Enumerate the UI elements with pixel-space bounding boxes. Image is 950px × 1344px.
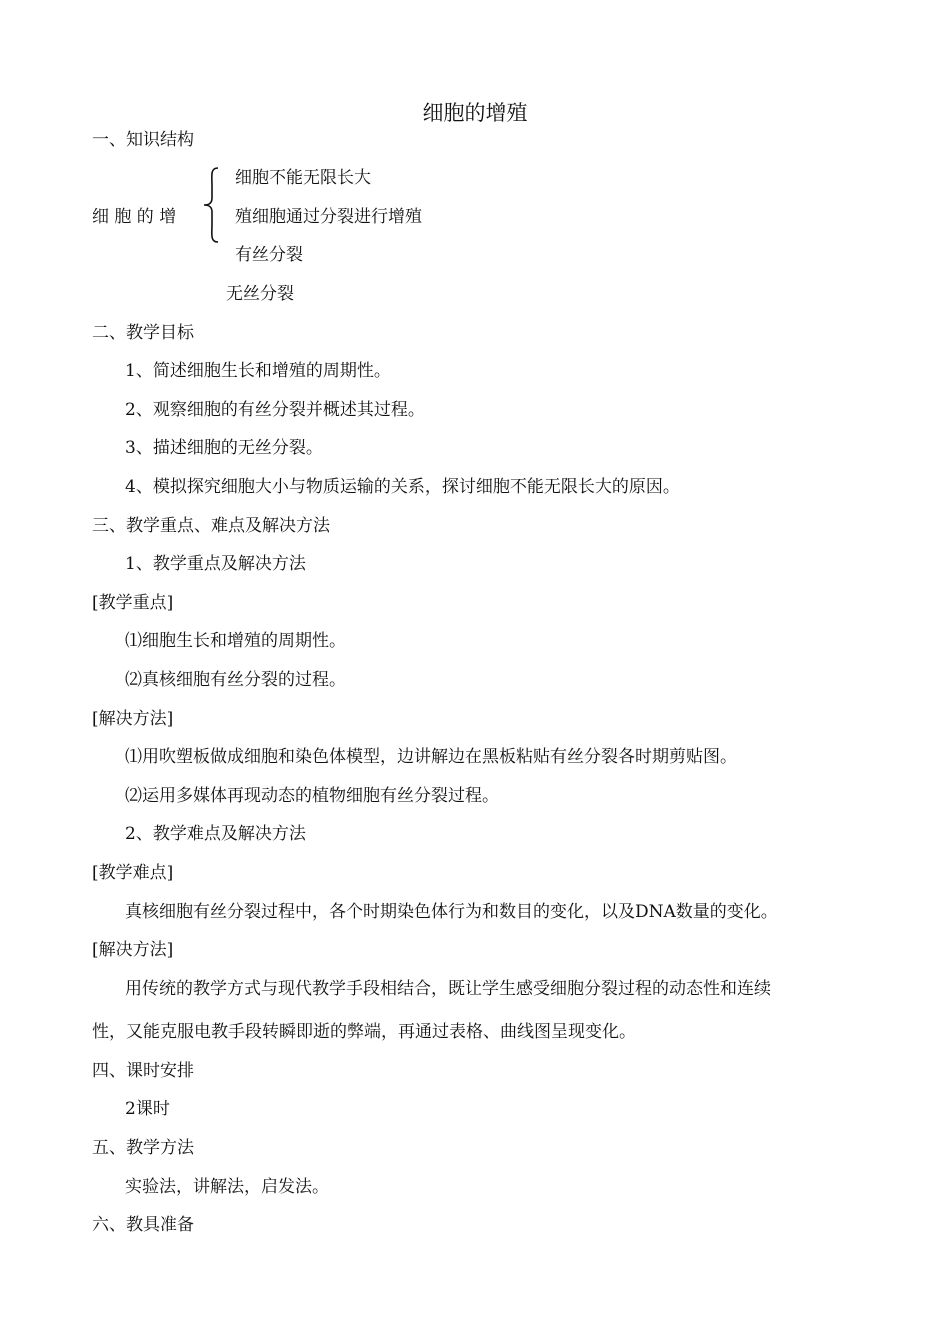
structure-branch: 殖细胞通过分裂进行增殖 (235, 207, 422, 227)
key-point-item: ⑴细胞生长和增殖的周期性。 (125, 631, 346, 651)
section-heading-equipment: 六、教具准备 (92, 1215, 194, 1235)
bracket-label: [解决方法] (92, 709, 174, 729)
structure-branch: 细胞不能无限长大 (235, 168, 371, 188)
page-title: 细胞的增殖 (422, 101, 528, 125)
bracket-label: [教学重点] (92, 593, 174, 613)
subheading: 1、教学重点及解决方法 (125, 554, 306, 574)
section-heading-methods: 五、教学方法 (92, 1138, 194, 1158)
structure-branch: 有丝分裂 (235, 245, 303, 265)
section-heading-structure: 一、知识结构 (92, 130, 194, 150)
objective-item: 2、观察细胞的有丝分裂并概述其过程。 (125, 400, 425, 420)
structure-root: 细 胞 的 增 (92, 207, 177, 227)
objective-item: 4、模拟探究细胞大小与物质运输的关系，探讨细胞不能无限长大的原因。 (125, 477, 680, 497)
bracket-label: [解决方法] (92, 940, 174, 960)
schedule-text: 2课时 (125, 1099, 170, 1119)
methods-text: 实验法，讲解法，启发法。 (125, 1177, 329, 1197)
section-heading-objectives: 二、教学目标 (92, 323, 194, 343)
section-heading-schedule: 四、课时安排 (92, 1061, 194, 1081)
difficulty-text: 真核细胞有丝分裂过程中，各个时期染色体行为和数目的变化，以及DNA数量的变化。 (125, 902, 778, 922)
curly-brace-icon (202, 166, 222, 244)
subheading: 2、教学难点及解决方法 (125, 824, 306, 844)
key-point-item: ⑵真核细胞有丝分裂的过程。 (125, 670, 346, 690)
paragraph-line: 用传统的教学方式与现代教学手段相结合，既让学生感受细胞分裂过程的动态性和连续 (125, 979, 771, 999)
structure-extra: 无丝分裂 (226, 284, 294, 304)
section-heading-keypoints: 三、教学重点、难点及解决方法 (92, 516, 330, 536)
objective-item: 3、描述细胞的无丝分裂。 (125, 438, 323, 458)
method-item: ⑵运用多媒体再现动态的植物细胞有丝分裂过程。 (125, 786, 499, 806)
paragraph-line: 性，又能克服电教手段转瞬即逝的弊端，再通过表格、曲线图呈现变化。 (92, 1022, 636, 1042)
method-item: ⑴用吹塑板做成细胞和染色体模型，边讲解边在黑板粘贴有丝分裂各时期剪贴图。 (125, 747, 737, 767)
bracket-label: [教学难点] (92, 863, 174, 883)
objective-item: 1、简述细胞生长和增殖的周期性。 (125, 361, 391, 381)
